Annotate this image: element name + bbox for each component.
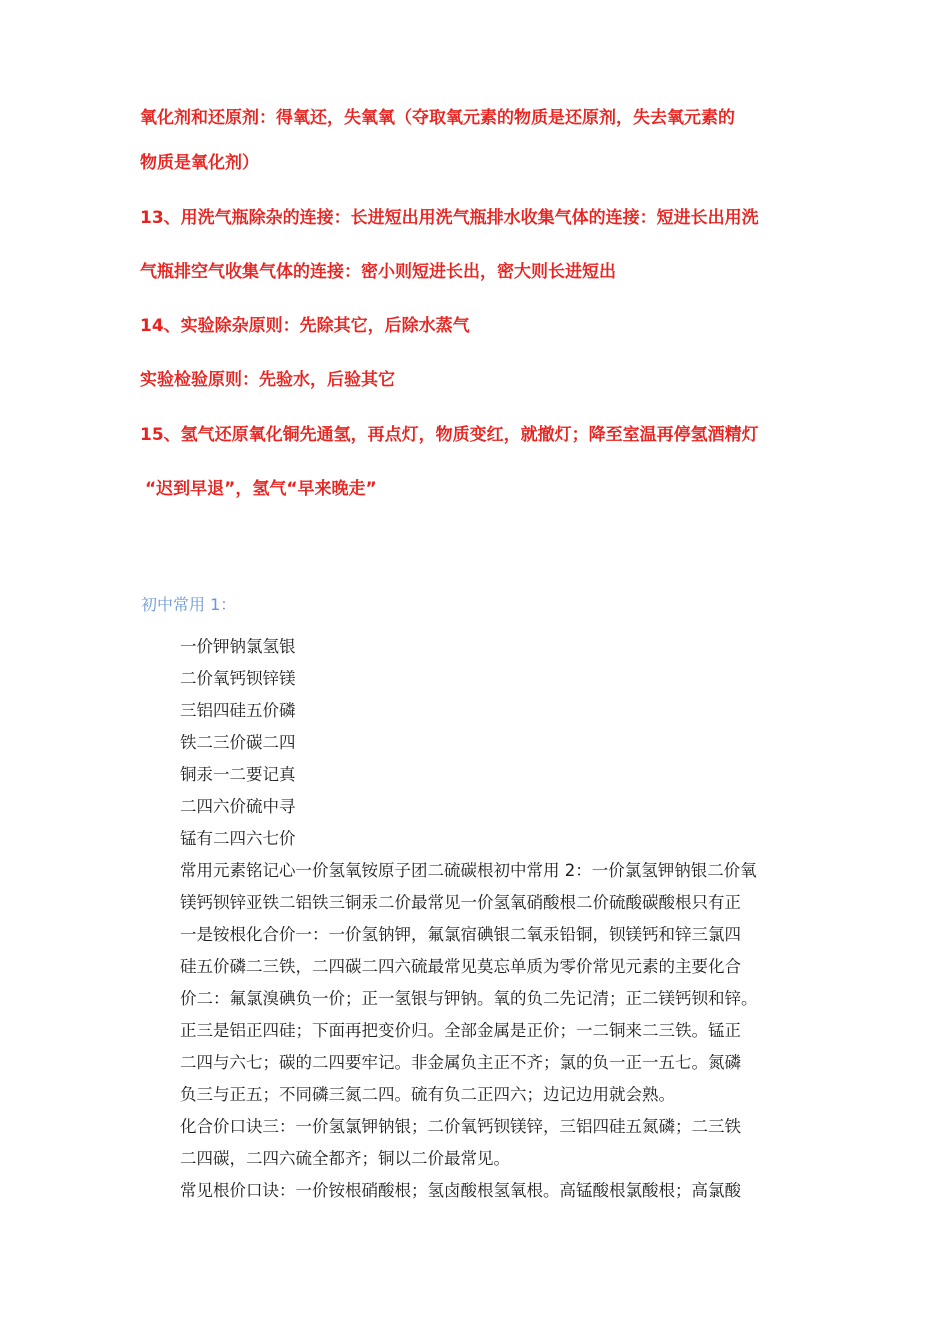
rhyme-line-2: 二价氧钙钡锌镁 (180, 669, 296, 688)
red-line-1: 氧化剂和还原剂：得氧还，失氧氧（夺取氧元素的物质是还原剂，失去氧元素的 (140, 108, 735, 128)
paragraph-line: 二四与六七；碳的二四要牢记。非金属负主正不齐；氯的负一正一五七。氮磷 (180, 1053, 741, 1072)
red-line-4: 气瓶排空气收集气体的连接：密小则短进长出，密大则长进短出 (140, 262, 616, 282)
paragraph-line: 负三与正五；不同磷三氮二四。硫有负二正四六；边记边用就会熟。 (180, 1085, 675, 1104)
paragraph-line: 正三是铝正四硅；下面再把变价归。全部金属是正价；一二铜来二三铁。锰正 (180, 1021, 741, 1040)
paragraph-line: 化合价口诀三：一价氢氯钾钠银；二价氧钙钡镁锌，三铝四硅五氮磷；二三铁 (180, 1117, 741, 1136)
paragraph-line: 镁钙钡锌亚铁二铝铁三铜汞二价最常见一价氢氧硝酸根二价硫酸碳酸根只有正 (180, 893, 741, 912)
rhyme-line-4: 铁二三价碳二四 (180, 733, 296, 752)
red-line-3: 13、用洗气瓶除杂的连接：长进短出用洗气瓶排水收集气体的连接：短进长出用洗 (140, 208, 759, 228)
red-line-5: 14、实验除杂原则：先除其它，后除水蒸气 (140, 316, 470, 336)
rhyme-line-6: 二四六价硫中寻 (180, 797, 296, 816)
paragraph-valence-2 (180, 1111, 820, 1175)
rhyme-line-5: 铜汞一二要记真 (180, 765, 296, 784)
rhyme-line-1: 一价钾钠氯氢银 (180, 637, 296, 656)
paragraph-line: 常见根价口诀：一价铵根硝酸根；氢卤酸根氢氧根。高锰酸根氯酸根；高氯酸 (180, 1181, 741, 1200)
rhyme-line-7: 锰有二四六七价 (180, 829, 296, 848)
section-heading: 初中常用 1： (141, 595, 237, 614)
red-line-8: “迟到早退”，氢气“早来晚走” (145, 479, 377, 499)
red-line-2: 物质是氧化剂） (140, 153, 259, 173)
red-line-6: 实验检验原则：先验水，后验其它 (140, 370, 395, 390)
paragraph-line: 二四碳，二四六硫全都齐；铜以二价最常见。 (180, 1149, 510, 1168)
paragraph-line: 硅五价磷二三铁，二四碳二四六硫最常见莫忘单质为零价常见元素的主要化合 (180, 957, 741, 976)
paragraph-line: 一是铵根化合价一：一价氢钠钾，氟氯宿碘银二氧汞铅铜，钡镁钙和锌三氯四 (180, 925, 741, 944)
paragraph-line: 价二：氟氯溴碘负一价；正一氢银与钾钠。氧的负二先记清；正二镁钙钡和锌。 (180, 989, 758, 1008)
paragraph-radical-valence (180, 1175, 820, 1207)
red-line-7: 15、氢气还原氧化铜先通氢，再点灯，物质变红，就撤灯；降至室温再停氢酒精灯 (140, 425, 759, 445)
paragraph-valence-1 (180, 855, 820, 1111)
rhyme-line-3: 三铝四硅五价磷 (180, 701, 296, 720)
paragraph-line: 常用元素铭记心一价氢氧铵原子团二硫碳根初中常用 2：一价氯氢钾钠银二价氧 (180, 861, 757, 880)
